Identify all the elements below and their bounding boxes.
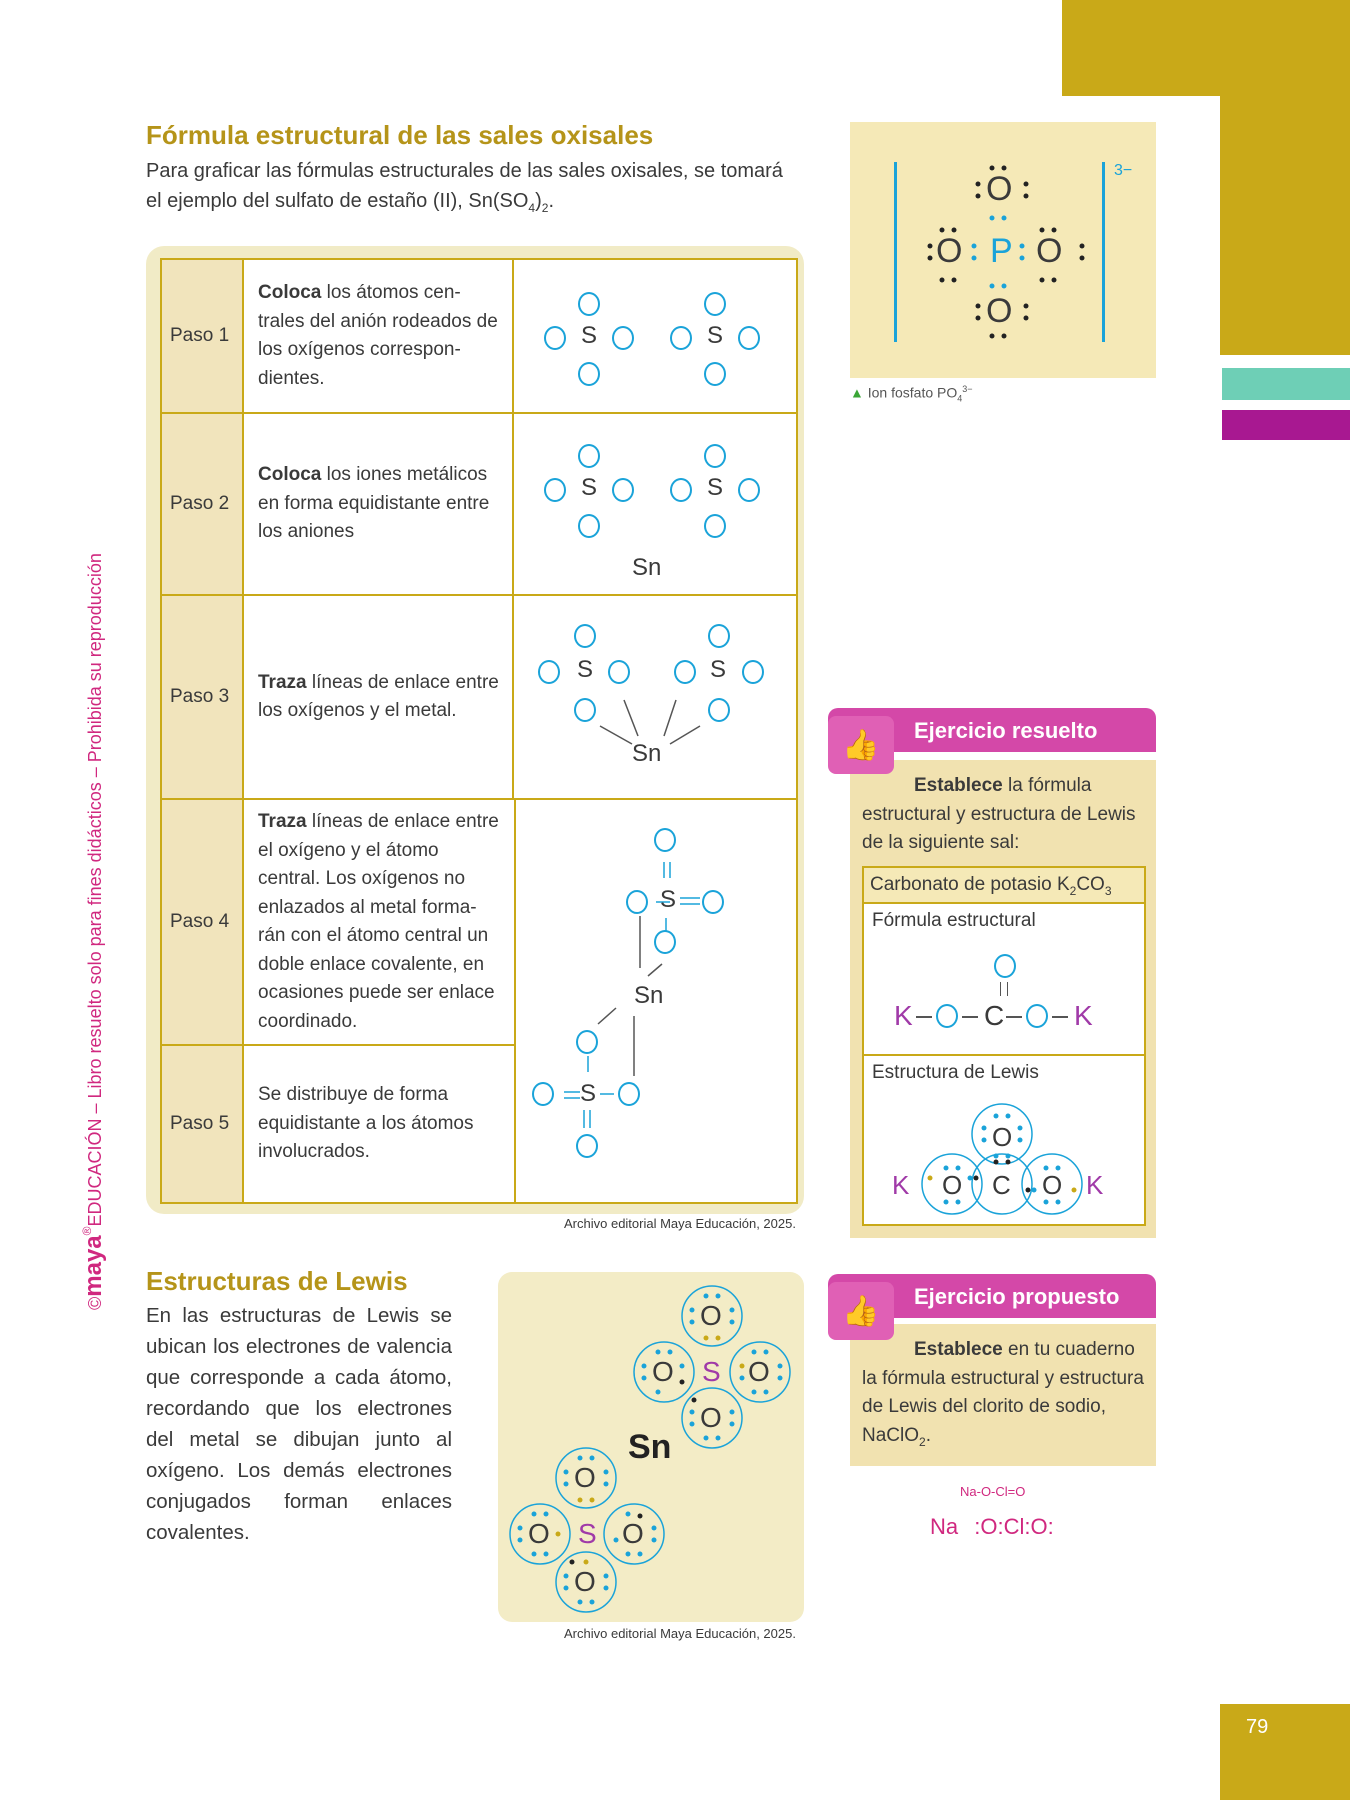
table-row bbox=[162, 1046, 514, 1202]
sidebar-copyright: ©maya®EDUCACIÓN – Libro resuelto solo para fines didácticos – Prohibida su reproducción bbox=[80, 553, 107, 1310]
lewis-credit: Archivo editorial Maya Educación, 2025. bbox=[564, 1626, 796, 1641]
potassium-atom: K bbox=[1086, 1170, 1104, 1200]
magenta-stripe bbox=[1222, 410, 1350, 440]
oxygen-atom bbox=[576, 1134, 598, 1158]
step-label: Paso 5 bbox=[162, 1046, 244, 1202]
tin-atom: Sn bbox=[632, 554, 662, 581]
oxygen-atom bbox=[532, 1082, 554, 1106]
oxygen-atom bbox=[738, 326, 760, 350]
oxygen-atom bbox=[618, 1082, 640, 1106]
table-rows-4-5 bbox=[162, 800, 796, 1202]
step-label: Paso 2 bbox=[162, 414, 244, 594]
compound-title: Carbonato de potasio $K_2CO_3$ bbox=[864, 868, 1144, 904]
step-diagram bbox=[514, 260, 796, 412]
step-diagram bbox=[514, 800, 796, 1202]
potassium-atom: K bbox=[894, 1000, 913, 1031]
oxygen-atom bbox=[612, 478, 634, 502]
oxygen-atom: O bbox=[574, 1566, 596, 1597]
oxygen-atom: O bbox=[652, 1356, 674, 1387]
oxygen-atom bbox=[738, 478, 760, 502]
step-text: Traza líneas de enlace entre los oxígenos y el metal. bbox=[244, 596, 514, 798]
tin-atom: Sn bbox=[634, 982, 664, 1009]
oxygen-atom bbox=[708, 624, 730, 648]
oxygen-atom bbox=[670, 326, 692, 350]
step-text: Coloca los iones metálicos en forma equidistante entre los aniones bbox=[244, 414, 514, 594]
exercise-resolved-text: Establece la fórmula estructural y estructura de Lewis de la siguiente sal: bbox=[862, 775, 1136, 853]
oxygen-atom bbox=[654, 930, 676, 954]
step-diagram bbox=[514, 414, 796, 594]
answer-lewis: Na :O:Cl:O: bbox=[930, 1514, 1054, 1539]
sulfur-atom: S bbox=[707, 474, 724, 501]
oxygen-atom bbox=[578, 514, 600, 538]
oxygen-atom bbox=[936, 1004, 958, 1028]
sulfur-atom: S bbox=[578, 1518, 597, 1549]
table-row bbox=[162, 414, 796, 596]
thumbs-up-icon: 👍 bbox=[828, 716, 894, 774]
sulfur-atom: S bbox=[581, 322, 598, 349]
oxygen-atom: O bbox=[528, 1518, 550, 1549]
charge-label: 3− bbox=[1114, 162, 1133, 179]
page-number: 79 bbox=[1246, 1716, 1269, 1738]
table-row bbox=[162, 800, 514, 1046]
step-text: Coloca los átomos cen-trales del anión rodeados de los oxígenos correspon-dientes. bbox=[244, 260, 514, 412]
oxygen-atom: O bbox=[986, 292, 1013, 330]
oxygen-atom bbox=[994, 954, 1016, 978]
step-label: Paso 1 bbox=[162, 260, 244, 412]
thumbs-up-icon: 👍 bbox=[828, 1282, 894, 1340]
carbon-atom: C bbox=[984, 1000, 1005, 1031]
step-label: Paso 3 bbox=[162, 596, 244, 798]
page-number-tab bbox=[1220, 1704, 1350, 1800]
carbon-atom: C bbox=[992, 1170, 1011, 1200]
phosphate-panel bbox=[850, 122, 1156, 378]
compound-box bbox=[862, 866, 1146, 1226]
oxygen-atom: O bbox=[942, 1170, 963, 1200]
oxygen-atom bbox=[538, 660, 560, 684]
potassium-atom: K bbox=[1074, 1000, 1093, 1031]
oxygen-atom bbox=[1026, 1004, 1048, 1028]
oxygen-atom bbox=[612, 326, 634, 350]
exercise-resolved-header: Ejercicio resuelto bbox=[828, 708, 1156, 752]
lewis-label: Estructura de Lewis bbox=[872, 1062, 1039, 1083]
oxygen-atom: O bbox=[700, 1300, 722, 1331]
oxygen-atom: O bbox=[992, 1122, 1013, 1152]
potassium-atom: K bbox=[892, 1170, 910, 1200]
step-diagram bbox=[514, 596, 796, 798]
oxygen-atom bbox=[576, 1030, 598, 1054]
formula-label: Fórmula estructural bbox=[872, 910, 1036, 931]
lewis-description: En las estructuras de Lewis se ubican los electrones de valencia que corresponde a cada átomo, recordando que los electrones del metal se dibujan junto al oxígeno. Los demás electrones conjugados forman enlaces covalentes. bbox=[146, 1304, 452, 1544]
oxygen-atom bbox=[742, 660, 764, 684]
oxygen-atom bbox=[608, 660, 630, 684]
steps-table bbox=[160, 258, 798, 1204]
oxygen-atom: O bbox=[622, 1518, 644, 1549]
sulfur-atom: S bbox=[580, 1080, 597, 1107]
oxygen-atom: O bbox=[748, 1356, 770, 1387]
oxygen-atom bbox=[626, 890, 648, 914]
section-title-structural: Fórmula estructural de las sales oxisales bbox=[146, 120, 654, 150]
step-text: Traza líneas de enlace entre el oxígeno y el átomo central. Los oxígenos no enlazados al metal forma-rán con el átomo central un doble enlace covalente, en ocasiones puede ser enlace coordinado. bbox=[258, 811, 499, 1032]
oxygen-atom bbox=[544, 478, 566, 502]
oxygen-atom: O bbox=[700, 1402, 722, 1433]
oxygen-atom bbox=[704, 444, 726, 468]
sulfur-atom: S bbox=[707, 322, 724, 349]
table-credit: Archivo editorial Maya Educación, 2025. bbox=[564, 1216, 796, 1231]
oxygen-atom bbox=[574, 698, 596, 722]
phosphorus-atom: P bbox=[990, 232, 1013, 270]
oxygen-atom bbox=[654, 828, 676, 852]
oxygen-atom bbox=[544, 326, 566, 350]
step-text: Se distribuye de forma equidistante a los átomos involucrados. bbox=[258, 1084, 474, 1163]
exercise-proposed-text: Establece en tu cuaderno la fórmula estructural y estructura de Lewis del clorito de sodio, NaClO$_2$. bbox=[862, 1339, 1144, 1449]
section-intro: Para graficar las fórmulas estructurales de las sales oxisales, se tomará el ejemplo del sulfato de estaño (II), $Sn(SO_4)_2$. bbox=[146, 160, 783, 215]
oxygen-atom bbox=[674, 660, 696, 684]
sulfur-atom: S bbox=[581, 474, 598, 501]
lewis-sulfate-panel bbox=[498, 1272, 804, 1622]
oxygen-atom bbox=[708, 698, 730, 722]
oxygen-atom bbox=[670, 478, 692, 502]
sulfur-atom: S bbox=[660, 886, 677, 913]
oxygen-atom bbox=[704, 292, 726, 316]
phosphate-caption: ▲ Ion fosfato $PO_4^{3-}$ bbox=[850, 384, 973, 404]
lewis-section bbox=[864, 1056, 1144, 1222]
sulfur-atom: S bbox=[710, 656, 727, 683]
oxygen-atom: O bbox=[574, 1462, 596, 1493]
oxygen-atom bbox=[704, 362, 726, 386]
oxygen-atom bbox=[578, 444, 600, 468]
oxygen-atom bbox=[578, 292, 600, 316]
tin-atom: Sn bbox=[628, 1428, 672, 1466]
structural-formula-section bbox=[864, 904, 1144, 1056]
oxygen-atom: O bbox=[1042, 1170, 1063, 1200]
oxygen-atom: O bbox=[986, 170, 1013, 208]
exercise-proposed-header: Ejercicio propuesto bbox=[828, 1274, 1156, 1318]
table-row bbox=[162, 260, 796, 414]
table-row bbox=[162, 596, 796, 800]
sulfur-atom: S bbox=[702, 1356, 721, 1387]
electron-dots bbox=[850, 122, 1156, 378]
tin-atom: Sn bbox=[632, 740, 662, 767]
oxygen-atom: O bbox=[936, 232, 963, 270]
answer-formula: Na-O-Cl=O bbox=[960, 1484, 1026, 1499]
sulfur-atom: S bbox=[577, 656, 594, 683]
teal-stripe bbox=[1222, 368, 1350, 400]
oxygen-atom: O bbox=[1036, 232, 1063, 270]
oxygen-atom bbox=[702, 890, 724, 914]
double-bond bbox=[1000, 982, 1008, 996]
step-label: Paso 4 bbox=[162, 800, 244, 1044]
oxygen-atom bbox=[578, 362, 600, 386]
oxygen-atom bbox=[704, 514, 726, 538]
section-title-lewis: Estructuras de Lewis bbox=[146, 1266, 408, 1296]
oxygen-atom bbox=[574, 624, 596, 648]
